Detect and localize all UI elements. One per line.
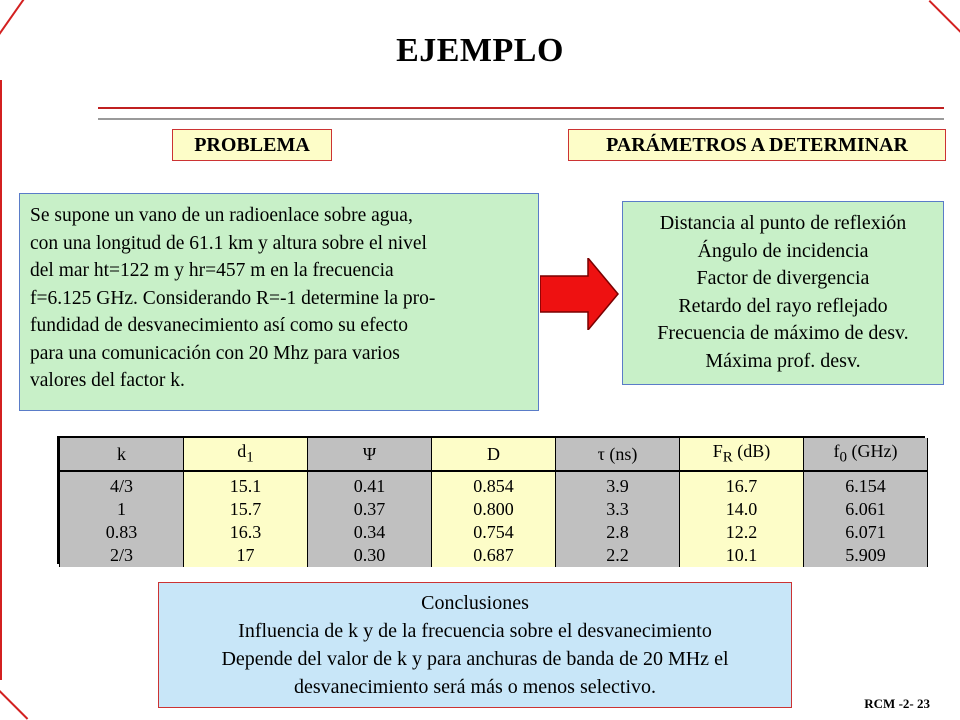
header-f0: $f_0$ (GHz) <box>804 438 928 471</box>
table-data-block <box>60 471 928 567</box>
header-psi: Ψ <box>308 438 432 471</box>
col-k <box>60 471 184 567</box>
table-cell: 6.071 <box>845 522 886 542</box>
frame-left-line <box>0 80 2 680</box>
table-cell: 10.1 <box>725 545 758 565</box>
problem-line: f=6.125 GHz. Considerando R=-1 determine la pro- <box>30 287 436 309</box>
table-cell: 0.687 <box>473 545 514 565</box>
table-cell: 0.800 <box>473 499 514 519</box>
parameter-item: Frecuencia de máximo de desv. <box>657 322 909 344</box>
table-cell: 15.1 <box>229 476 262 496</box>
header-fr: $F_R$ (dB) <box>680 438 804 471</box>
header-k: k <box>60 438 184 471</box>
table-cell: 5.909 <box>845 545 886 565</box>
conclusion-heading: Conclusiones <box>421 592 529 614</box>
header-tau: τ (ns) <box>556 438 680 471</box>
params-label: PARÁMETROS A DETERMINAR <box>568 129 946 161</box>
col-d <box>432 471 556 567</box>
parameter-item: Retardo del rayo reflejado <box>678 294 888 317</box>
table-cell: 0.34 <box>353 522 386 542</box>
parameter-item: Máxima prof. desv. <box>705 349 861 372</box>
table-cell: 3.9 <box>606 476 629 496</box>
problem-statement <box>19 193 539 411</box>
parameters-list <box>622 201 944 385</box>
problem-label: PROBLEMA <box>172 129 332 161</box>
table-cell: 15.7 <box>229 499 262 519</box>
table-cell: 0.854 <box>473 476 514 496</box>
title-divider-red <box>98 107 944 109</box>
table-cell: 0.83 <box>105 522 138 542</box>
col-tau <box>556 471 680 567</box>
table-cell: 0.30 <box>353 545 386 565</box>
page-title: EJEMPLO <box>396 32 564 69</box>
conclusion-line: desvanecimiento será más o menos selectivo. <box>293 676 657 698</box>
parameter-item: Ángulo de incidencia <box>697 239 869 262</box>
table-header-row <box>60 438 928 471</box>
col-f0 <box>804 471 928 567</box>
table-cell: 2.8 <box>606 522 629 542</box>
table-cell: 12.2 <box>725 522 758 542</box>
table-cell: 17 <box>236 545 255 565</box>
table-cell: 1 <box>117 499 126 519</box>
table-cell: 6.154 <box>845 476 886 496</box>
header-d: D <box>432 438 556 471</box>
table-cell: 4/3 <box>109 476 133 496</box>
problem-line: con una longitud de 61.1 km y altura sobre el nivel <box>30 232 427 254</box>
conclusion-line: Influencia de k y de la frecuencia sobre el desvanecimiento <box>238 620 712 642</box>
conclusions-box <box>158 582 792 708</box>
table-cell: 2.2 <box>606 545 629 565</box>
problem-line: para una comunicación con 20 Mhz para varios <box>30 342 400 364</box>
table-cell: 0.37 <box>353 499 386 519</box>
slide-footer: RCM -2- 23 <box>864 696 930 711</box>
table-cell: 16.3 <box>229 522 262 542</box>
col-psi <box>308 471 432 567</box>
col-d1 <box>184 471 308 567</box>
header-d1: $d_1$ <box>184 438 308 471</box>
table-cell: 6.061 <box>845 499 886 519</box>
right-arrow-icon <box>540 258 620 330</box>
parameter-item: Distancia al punto de reflexión <box>659 212 907 234</box>
frame-bottom-left-diagonal <box>0 690 28 719</box>
problem-line: Se supone un vano de un radioenlace sobre agua, <box>30 205 413 226</box>
table-cell: 0.754 <box>473 522 514 542</box>
problem-line: valores del factor k. <box>30 370 185 391</box>
table-cell: 2/3 <box>109 545 133 565</box>
problem-line: fundidad de desvanecimiento así como su efecto <box>30 315 408 336</box>
results-table <box>57 436 925 564</box>
col-fr <box>680 471 804 567</box>
problem-line: del mar ht=122 m y hr=457 m en la frecuencia <box>30 260 394 281</box>
table-cell: 3.3 <box>606 499 629 519</box>
parameter-item: Factor de divergencia <box>696 267 870 289</box>
table-cell: 14.0 <box>725 499 758 519</box>
frame-top-right-diagonal <box>929 0 960 36</box>
conclusion-line: Depende del valor de k y para anchuras de banda de 20 MHz el <box>221 648 729 670</box>
table-cell: 0.41 <box>353 476 386 496</box>
title-divider-gray <box>98 118 944 120</box>
table-cell: 16.7 <box>725 476 758 496</box>
